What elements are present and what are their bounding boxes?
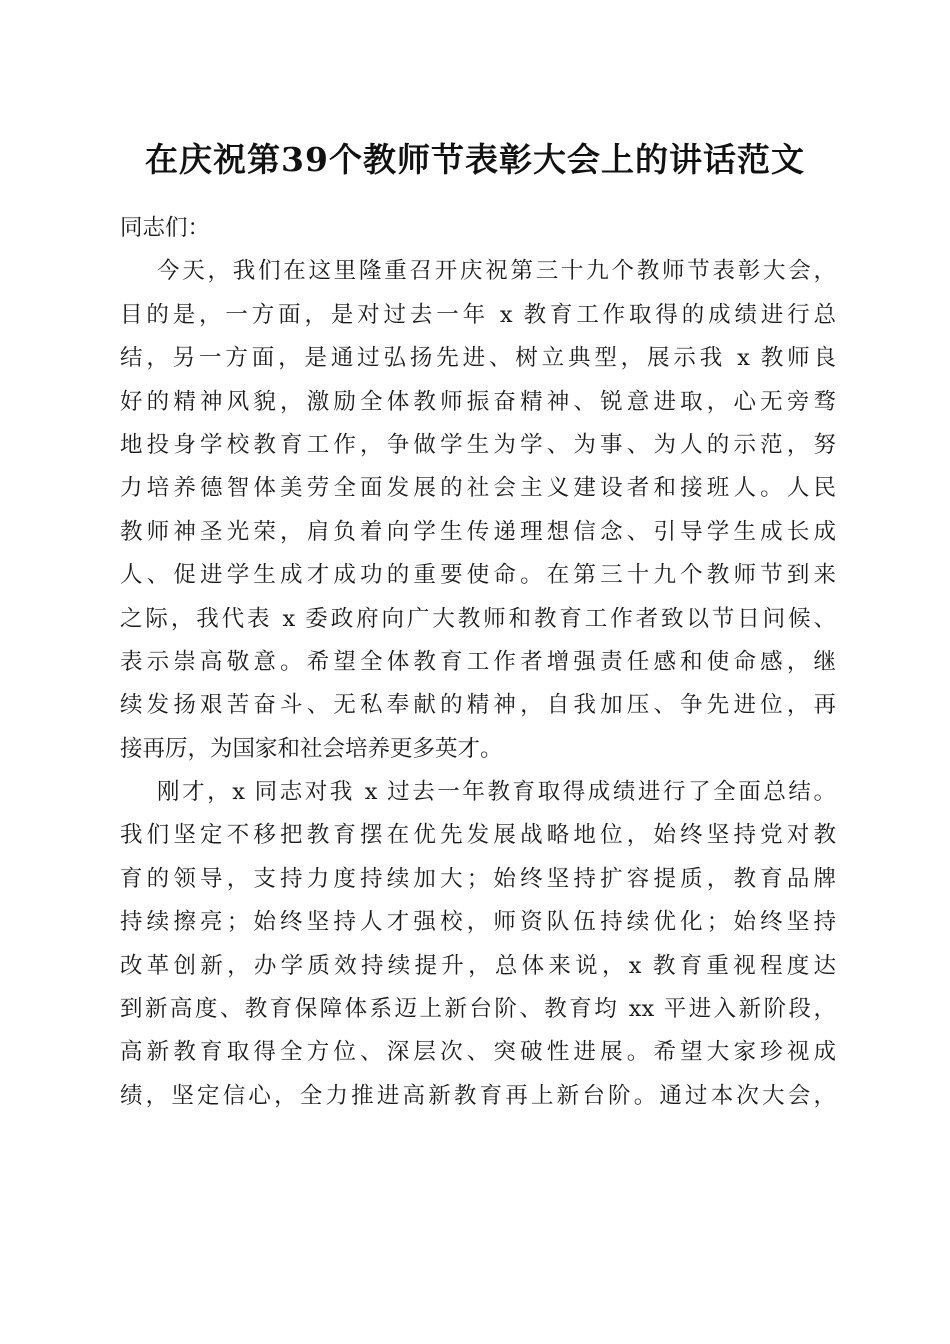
paragraph-line: 接再厉，为国家和社会培养更多英才。: [120, 735, 503, 762]
paragraph-line: 教师神圣光荣，肩负着向学生传递理想信念、引导学生成长成: [120, 518, 836, 545]
paragraph-line: 之际，我代表 x 委政府向广大教师和教育工作者致以节日问候、: [120, 605, 836, 632]
paragraph-line: 表示崇高敬意。希望全体教育工作者增强责任感和使命感，继: [120, 648, 836, 675]
paragraph-line: 力培养德智体美劳全面发展的社会主义建设者和接班人。人民: [120, 475, 836, 502]
paragraph-line: 目的是，一方面，是对过去一年 x 教育工作取得的成绩进行总: [120, 301, 836, 328]
paragraph-line: 改革创新，办学质效持续提升，总体来说，x 教育重视程度达: [120, 952, 836, 979]
paragraph-line: 我们坚定不移把教育摆在优先发展战略地位，始终坚持党对教: [120, 822, 836, 849]
paragraph-line: 续发扬艰苦奋斗、无私奉献的精神，自我加压、争先进位，再: [120, 692, 836, 719]
paragraph-line: 今天，我们在这里隆重召开庆祝第三十九个教师节表彰大会，: [157, 258, 836, 285]
paragraph-line: 育的领导，支持力度持续加大；始终坚持扩容提质，教育品牌: [120, 865, 836, 892]
document-body: [120, 207, 836, 1118]
document-title: 在庆祝第39个教师节表彰大会上的讲话范文: [145, 140, 805, 179]
salutation: 同志们：: [120, 215, 211, 241]
paragraph-line: 到新高度、教育保障体系迈上新台阶、教育均 xx 平进入新阶段，: [120, 996, 836, 1023]
paragraph-line: 持续擦亮；始终坚持人才强校，师资队伍持续优化；始终坚持: [120, 909, 836, 936]
paragraph-2: [120, 771, 836, 1118]
paragraph-line: 高新教育取得全方位、深层次、突破性进展。希望大家珍视成: [120, 1039, 836, 1066]
paragraph-line: 人、促进学生成才成功的重要使命。在第三十九个教师节到来: [120, 562, 836, 589]
paragraph-line: 地投身学校教育工作，争做学生为学、为事、为人的示范，努: [120, 431, 836, 458]
paragraph-line: 绩，坚定信心，全力推进高新教育再上新台阶。通过本次大会，: [120, 1082, 836, 1109]
paragraph-line: 刚才，x 同志对我 x 过去一年教育取得成绩进行了全面总结。: [157, 779, 836, 806]
paragraph-1: [120, 250, 836, 771]
paragraph-line: 结，另一方面，是通过弘扬先进、树立典型，展示我 x 教师良: [120, 345, 836, 372]
paragraph-line: 好的精神风貌，激励全体教师振奋精神、锐意进取，心无旁骛: [120, 388, 836, 415]
